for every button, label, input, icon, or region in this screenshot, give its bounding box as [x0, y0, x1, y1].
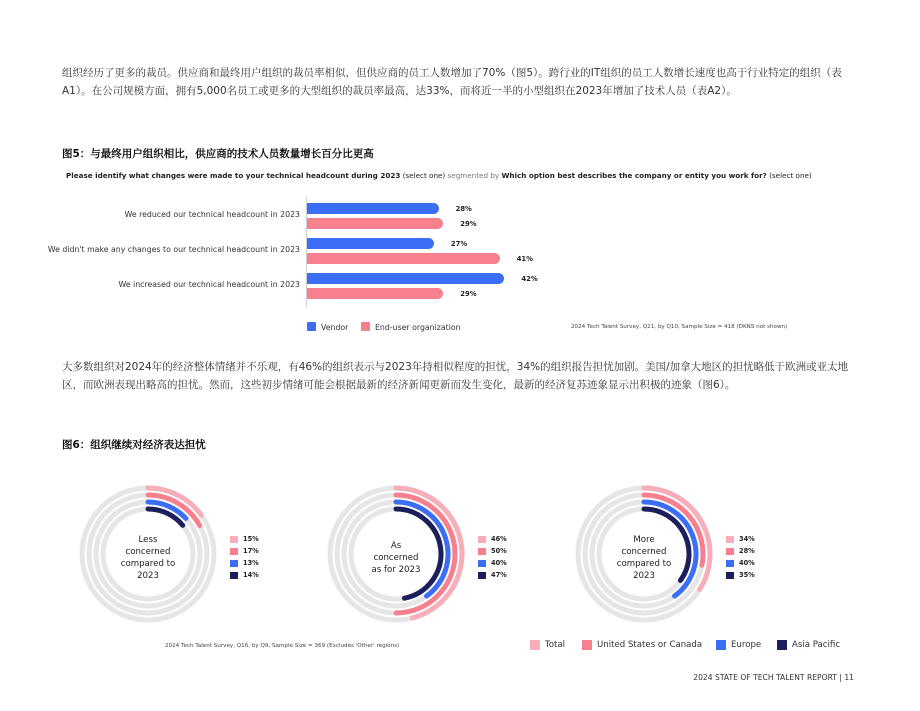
- legend-us-swatch: [582, 640, 592, 650]
- legend-enduser-swatch: [361, 322, 370, 331]
- donut-center-label: [351, 540, 441, 576]
- value-swatch-total: [726, 536, 734, 543]
- legend-apac-label: Asia Pacific: [792, 640, 841, 650]
- bar-enduser-nochange: [307, 253, 500, 264]
- bar-value-vendor-increased: 42%: [521, 275, 538, 283]
- bar-vendor-nochange: [307, 238, 434, 249]
- legend-us-label: United States or Canada: [597, 640, 703, 650]
- middle-paragraph: 大多数组织对2024年的经济整体情绪并不乐观，有46%的组织表示与2023年持相似程度的担忧，34%的组织报告担忧加剧。美国/加拿大地区的担忧略低于欧洲或亚太地区，而欧洲表现出略高的担忧。然而，这些初步情绪可能会根据最新的经济新闻更新而发生变化，最新的经济复苏迹象显示出积极的迹象（图6）。: [62, 361, 849, 391]
- donut-value: 40%: [491, 559, 507, 567]
- legend-vendor-label: Vendor: [321, 323, 349, 332]
- value-swatch-apac: [726, 572, 734, 579]
- question-part1: Please identify what changes were made to your technical headcount during 2023: [66, 171, 401, 180]
- donut-center-label: [599, 534, 689, 582]
- donut-value: 13%: [243, 559, 259, 567]
- question-mid: segmented by: [445, 171, 502, 180]
- value-swatch-us: [478, 548, 486, 555]
- value-swatch-europe: [726, 560, 734, 567]
- legend-total-label: Total: [545, 640, 566, 650]
- value-swatch-apac: [230, 572, 238, 579]
- bar-value-vendor-nochange: 27%: [450, 240, 468, 248]
- donut-value: 46%: [491, 535, 507, 543]
- question-part2-suffix: (select one): [766, 171, 812, 180]
- bar-vendor-reduced: [307, 203, 439, 214]
- value-swatch-us: [230, 548, 238, 555]
- bar-vendor-increased: [307, 273, 504, 284]
- bar-enduser-increased: [307, 288, 443, 299]
- bar-category-label: We reduced our technical headcount in 2023: [124, 210, 300, 219]
- center-line: concerned: [621, 547, 667, 557]
- value-swatch-europe: [478, 560, 486, 567]
- center-line: More: [633, 535, 655, 545]
- figure5-question: [66, 171, 812, 180]
- center-line: 2023: [137, 571, 159, 581]
- legend-apac-swatch: [777, 640, 787, 650]
- legend-enduser-label: End-user organization: [375, 323, 461, 332]
- center-line: as for 2023: [371, 565, 421, 575]
- value-swatch-apac: [478, 572, 486, 579]
- bar-enduser-reduced: [307, 218, 443, 229]
- donut-value: 47%: [491, 571, 507, 579]
- center-line: Less: [138, 535, 158, 545]
- figure6-source: 2024 Tech Talent Survey, Q16, by Q9, Sample Size = 369 (Excludes 'Other' regions): [165, 643, 400, 649]
- value-swatch-total: [230, 536, 238, 543]
- page-footer: 2024 STATE OF TECH TALENT REPORT | 11: [693, 673, 854, 682]
- value-swatch-us: [726, 548, 734, 555]
- bar-value-enduser-nochange: 41%: [516, 255, 533, 263]
- donut-value: 35%: [739, 571, 755, 579]
- bar-value-enduser-increased: 29%: [460, 290, 477, 298]
- intro-paragraph: 组织经历了更多的裁员。供应商和最终用户组织的裁员率相似，但供应商的员工人数增加了70%（图5）。跨行业的IT组织的员工人数增长速度也高于行业特定的组织（表A1）。在公司规模方面，拥有5,000名员工或更多的大型组织的裁员率最高，达33%，而将近一半的小型组织在2023年增加了技术人员（表A2）。: [62, 67, 842, 97]
- question-part1-suffix: (select one): [400, 171, 446, 180]
- donut-value: 50%: [491, 547, 507, 555]
- bar-category-label: We increased our technical headcount in 2023: [118, 280, 300, 289]
- donut-value: 34%: [739, 535, 755, 543]
- legend-vendor-swatch: [307, 322, 316, 331]
- donut-value: 14%: [243, 571, 259, 579]
- legend-europe-label: Europe: [731, 640, 762, 650]
- figure5-source: 2024 Tech Talent Survey, Q21, by Q10, Sample Size = 418 (DKNS not shown): [571, 324, 788, 330]
- question-part2: Which option best describes the company or entity you work for?: [501, 171, 767, 180]
- donut-value: 17%: [243, 547, 259, 555]
- center-line: concerned: [373, 553, 419, 563]
- donut-value: 28%: [739, 547, 755, 555]
- donut-center-label: [103, 534, 193, 582]
- donut-value: 40%: [739, 559, 755, 567]
- donut-value: 15%: [243, 535, 259, 543]
- center-line: 2023: [633, 571, 655, 581]
- center-line: As: [390, 541, 402, 551]
- bar-category-label: We didn't make any changes to our technical headcount in 2023: [47, 245, 300, 254]
- value-swatch-europe: [230, 560, 238, 567]
- value-swatch-total: [478, 536, 486, 543]
- center-line: compared to: [616, 559, 672, 569]
- bar-value-enduser-reduced: 29%: [460, 220, 477, 228]
- center-line: compared to: [120, 559, 176, 569]
- bar-value-vendor-reduced: 28%: [455, 205, 472, 213]
- figure5-title: 图5：与最终用户组织相比，供应商的技术人员数量增长百分比更高: [62, 148, 374, 160]
- center-line: concerned: [125, 547, 171, 557]
- figure6-title: 图6：组织继续对经济表达担忧: [62, 439, 206, 451]
- legend-total-swatch: [530, 640, 540, 650]
- legend-europe-swatch: [716, 640, 726, 650]
